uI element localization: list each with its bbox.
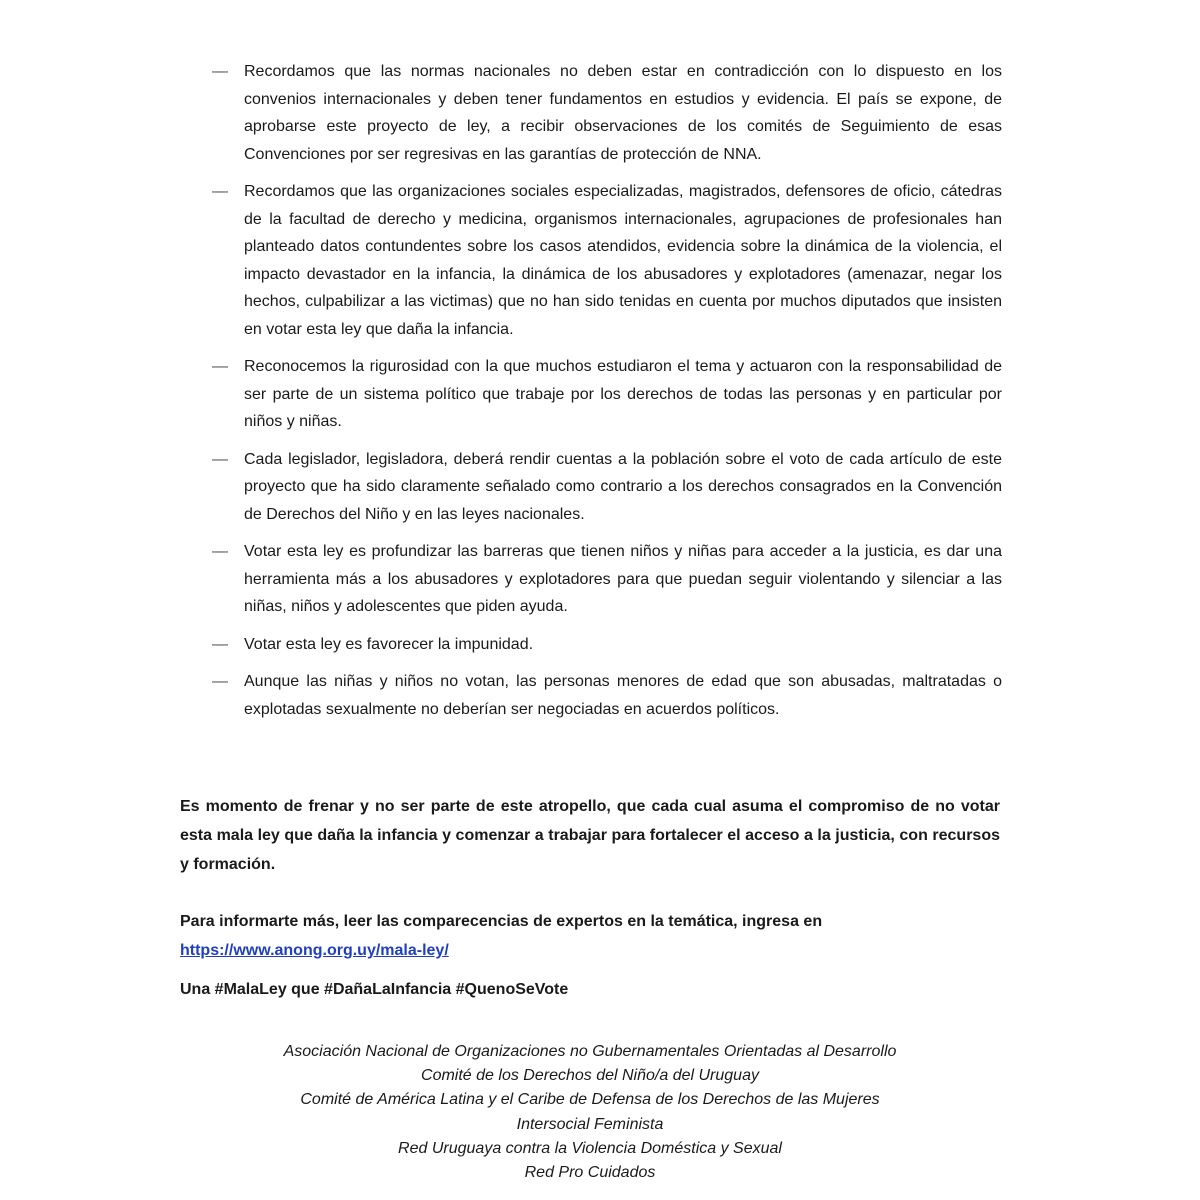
dash-marker: — [212, 183, 228, 200]
bullet-text: Recordamos que las organizaciones sociales especializadas, magistrados, defensores de oficio, cátedras de la facultad de derecho y medicina, organismos internacionales, agrupaciones de profesionales han planteado datos contundentes sobre los casos atendidos, evidencia sobre la dinámica de la violencia, el impacto devastador en la infancia, la dinámica de los abusadores y explotadores (amenazar, negar los hechos, culpabilizar a las victimas) que no han sido tenidas en cuenta por muchos diputados que insisten en votar esta ley que daña la infancia. [244, 183, 1002, 338]
info-text: Para informarte más, leer las comparecencias de expertos en la temática, ingresa en [180, 913, 823, 930]
signatory-item: Comité de los Derechos del Niño/a del Uruguay [421, 1067, 759, 1085]
dash-marker: — [212, 358, 228, 375]
info-link[interactable]: https://www.anong.org.uy/mala-ley/ [180, 942, 449, 959]
bullet-list [212, 58, 1002, 733]
bullet-text: Aunque las niñas y niños no votan, las personas menores de edad que son abusadas, maltratadas o explotadas sexualmente no deberían ser negociadas en acuerdos políticos. [244, 673, 1002, 718]
bullet-text: Votar esta ley es profundizar las barreras que tienen niños y niñas para acceder a la justicia, es dar una herramienta más a los abusadores y explotadores para que puedan seguir violentando y silenciar a las niñas, niños y adolescentes que piden ayuda. [244, 543, 1002, 615]
bullet-item [212, 668, 1002, 723]
bullet-item [212, 446, 1002, 529]
dash-marker: — [212, 63, 228, 80]
signatory-item: Red Pro Cuidados [524, 1164, 656, 1182]
bullet-item [212, 178, 1002, 343]
dash-marker: — [212, 543, 228, 560]
signatories-list [180, 1040, 1000, 1185]
bullet-text: Cada legislador, legisladora, deberá rendir cuentas a la población sobre el voto de cada artículo de este proyecto que ha sido claramente señalado como contrario a los derechos consagrados en la Convención de Derechos del Niño y en las leyes nacionales. [244, 450, 1002, 523]
info-paragraph [180, 907, 1000, 965]
dash-marker: — [212, 673, 228, 690]
bullet-text: Recordamos que las normas nacionales no deben estar en contradicción con lo dispuesto en los convenios internacionales y deben tener fundamentos en estudios y evidencia. El país se expone, de aprobarse este proyecto de ley, a recibir observaciones de los comités de Seguimiento de esas Convenciones por ser regresivas en las garantías de protección de NNA. [244, 63, 1002, 163]
signatory-item: Intersocial Feminista [516, 1115, 664, 1133]
signatory-item: Red Uruguaya contra la Violencia Doméstica y Sexual [398, 1139, 782, 1157]
dash-marker: — [212, 450, 228, 468]
signatory-item: Asociación Nacional de Organizaciones no Gubernamentales Orientadas al Desarrollo [283, 1043, 897, 1060]
hashtags-line: Una #MalaLey que #DañaLaInfancia #QuenoSeVote [180, 981, 569, 998]
bullet-text: Reconocemos la rigurosidad con la que muchos estudiaron el tema y actuaron con la responsabilidad de ser parte de un sistema político que trabaje por los derechos de todas las personas y en particular por niños y niñas. [244, 358, 1002, 430]
bullet-item [212, 58, 1002, 168]
bullet-text: Votar esta ley es favorecer la impunidad. [244, 635, 534, 653]
bullet-item [212, 353, 1002, 436]
bullet-item [212, 631, 1002, 659]
bullet-item [212, 538, 1002, 621]
signatory-item: Comité de América Latina y el Caribe de Defensa de los Derechos de las Mujeres [300, 1091, 880, 1109]
closing-statement: Es momento de frenar y no ser parte de este atropello, que cada cual asuma el compromiso de no votar esta mala ley que daña la infancia y comenzar a trabajar para fortalecer el acceso a la justicia, con recursos y formación. [180, 798, 1000, 873]
dash-marker: — [212, 635, 228, 653]
